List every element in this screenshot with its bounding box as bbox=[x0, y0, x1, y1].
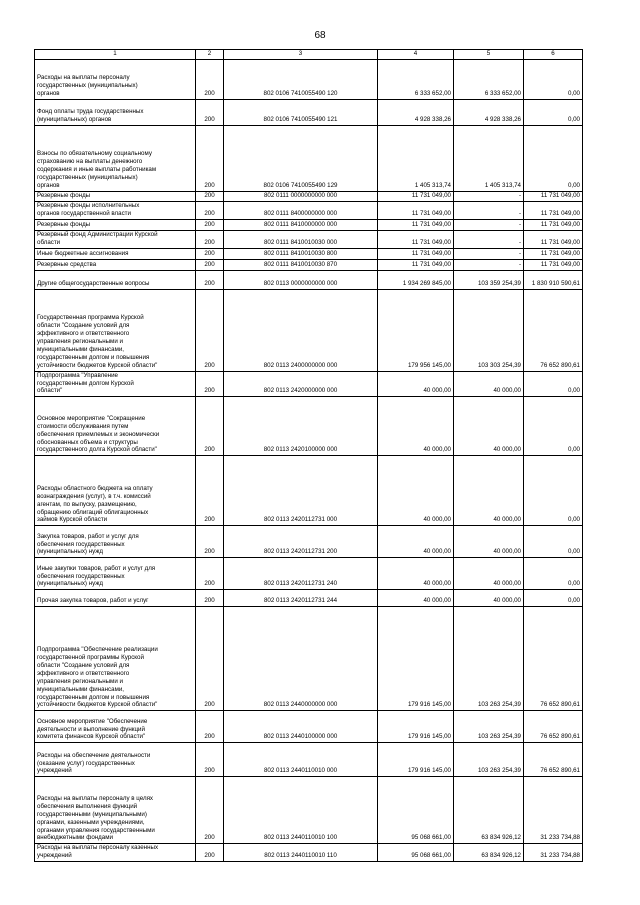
header-cell: 4 bbox=[378, 50, 454, 60]
row-unexecuted-cell: 11 731 049,00 bbox=[524, 248, 583, 259]
table-row bbox=[35, 777, 583, 844]
row-name-cell: Расходы на обеспечение деятельности (оказание услуг) государственных учреждений bbox=[35, 743, 196, 777]
header-cell: 5 bbox=[454, 50, 524, 60]
row-approved-cell: 11 731 049,00 bbox=[378, 248, 454, 259]
row-executed-cell: 40 000,00 bbox=[454, 456, 524, 526]
row-code-cell: 802 0113 2400000000 000 bbox=[224, 289, 378, 371]
table-row bbox=[35, 526, 583, 558]
row-grbs-cell: 200 bbox=[196, 202, 224, 220]
row-executed-cell: 40 000,00 bbox=[454, 558, 524, 590]
row-executed-cell: 103 359 254,39 bbox=[454, 270, 524, 289]
row-code-cell: 802 0113 2440000000 000 bbox=[224, 607, 378, 711]
row-approved-cell: 40 000,00 bbox=[378, 397, 454, 456]
row-approved-cell: 95 068 661,00 bbox=[378, 777, 454, 844]
row-grbs-cell: 200 bbox=[196, 743, 224, 777]
row-executed-cell: 40 000,00 bbox=[454, 526, 524, 558]
row-unexecuted-cell: 0,00 bbox=[524, 456, 583, 526]
row-approved-cell: 11 731 049,00 bbox=[378, 230, 454, 248]
row-code-cell: 802 0106 7410055490 120 bbox=[224, 60, 378, 100]
table-row bbox=[35, 456, 583, 526]
row-code-cell: 802 0113 2440110010 100 bbox=[224, 777, 378, 844]
row-grbs-cell: 200 bbox=[196, 259, 224, 270]
table-row bbox=[35, 558, 583, 590]
row-code-cell: 802 0111 8400000000 000 bbox=[224, 202, 378, 220]
table-row bbox=[35, 844, 583, 862]
row-code-cell: 802 0113 2420112731 240 bbox=[224, 558, 378, 590]
table-row bbox=[35, 607, 583, 711]
row-unexecuted-cell: 76 652 890,61 bbox=[524, 607, 583, 711]
row-executed-cell: 103 303 254,39 bbox=[454, 289, 524, 371]
row-unexecuted-cell: 0,00 bbox=[524, 126, 583, 192]
row-grbs-cell: 200 bbox=[196, 230, 224, 248]
row-unexecuted-cell: 11 731 049,00 bbox=[524, 259, 583, 270]
row-code-cell: 802 0113 0000000000 000 bbox=[224, 270, 378, 289]
table-row bbox=[35, 259, 583, 270]
row-grbs-cell: 200 bbox=[196, 60, 224, 100]
row-approved-cell: 4 928 338,26 bbox=[378, 100, 454, 126]
row-executed-cell: - bbox=[454, 219, 524, 230]
row-executed-cell: 40 000,00 bbox=[454, 590, 524, 607]
row-unexecuted-cell: 11 731 049,00 bbox=[524, 230, 583, 248]
row-approved-cell: 179 916 145,00 bbox=[378, 711, 454, 743]
row-unexecuted-cell: 76 652 890,61 bbox=[524, 711, 583, 743]
row-name-cell: Расходы на выплаты персоналу в целях обеспечения выполнения функций государственными (муниципальными) органами, казенными учреждениями, органами управления государственными внебюджетными фондами bbox=[35, 777, 196, 844]
row-code-cell: 802 0113 2440110010 110 bbox=[224, 844, 378, 862]
row-name-cell: Прочая закупка товаров, работ и услуг bbox=[35, 590, 196, 607]
row-executed-cell: 103 263 254,39 bbox=[454, 711, 524, 743]
row-executed-cell: - bbox=[454, 248, 524, 259]
row-approved-cell: 40 000,00 bbox=[378, 371, 454, 397]
row-executed-cell: - bbox=[454, 259, 524, 270]
row-grbs-cell: 200 bbox=[196, 219, 224, 230]
row-name-cell: Подпрограмма "Обеспечение реализации государственной программы Курской области "Создание условий для эффективного и ответственного управления региональными и муниципальными финансами, государственным долгом и повышения устойчивости бюджетов Курской области" bbox=[35, 607, 196, 711]
row-code-cell: 802 0113 2440100000 000 bbox=[224, 711, 378, 743]
row-executed-cell: - bbox=[454, 202, 524, 220]
row-unexecuted-cell: 11 731 049,00 bbox=[524, 219, 583, 230]
row-executed-cell: 63 834 926,12 bbox=[454, 777, 524, 844]
row-unexecuted-cell: 31 233 734,88 bbox=[524, 777, 583, 844]
row-grbs-cell: 200 bbox=[196, 558, 224, 590]
row-approved-cell: 40 000,00 bbox=[378, 558, 454, 590]
row-grbs-cell: 200 bbox=[196, 607, 224, 711]
row-grbs-cell: 200 bbox=[196, 456, 224, 526]
row-unexecuted-cell: 76 652 890,61 bbox=[524, 743, 583, 777]
row-name-cell: Основное мероприятие "Обеспечение деятельности и выполнение функций комитета финансов Курской области" bbox=[35, 711, 196, 743]
row-code-cell: 802 0113 2440110010 000 bbox=[224, 743, 378, 777]
row-code-cell: 802 0106 7410055490 121 bbox=[224, 100, 378, 126]
table-row bbox=[35, 230, 583, 248]
row-executed-cell: 6 333 652,00 bbox=[454, 60, 524, 100]
row-code-cell: 802 0113 2420000000 000 bbox=[224, 371, 378, 397]
header-cell: 2 bbox=[196, 50, 224, 60]
row-name-cell: Расходы областного бюджета на оплату вознаграждения (услуг), в т.ч. комиссий агентам, по выпуску, размещению, обращению облигаций облигационных займов Курской области bbox=[35, 456, 196, 526]
row-approved-cell: 11 731 049,00 bbox=[378, 219, 454, 230]
row-executed-cell: - bbox=[454, 192, 524, 202]
row-approved-cell: 1 405 313,74 bbox=[378, 126, 454, 192]
table-row bbox=[35, 397, 583, 456]
row-grbs-cell: 200 bbox=[196, 526, 224, 558]
row-approved-cell: 179 956 145,00 bbox=[378, 289, 454, 371]
row-name-cell: Иные бюджетные ассигнования bbox=[35, 248, 196, 259]
row-approved-cell: 11 731 049,00 bbox=[378, 192, 454, 202]
row-approved-cell: 1 934 269 845,00 bbox=[378, 270, 454, 289]
row-name-cell: Расходы на выплаты персоналу казенных учреждений bbox=[35, 844, 196, 862]
table-row bbox=[35, 248, 583, 259]
row-grbs-cell: 200 bbox=[196, 777, 224, 844]
row-unexecuted-cell: 0,00 bbox=[524, 590, 583, 607]
row-code-cell: 802 0111 8410010030 870 bbox=[224, 259, 378, 270]
table-row bbox=[35, 711, 583, 743]
table-row bbox=[35, 60, 583, 100]
row-approved-cell: 11 731 049,00 bbox=[378, 259, 454, 270]
header-cell: 3 bbox=[224, 50, 378, 60]
row-executed-cell: 103 263 254,39 bbox=[454, 607, 524, 711]
row-name-cell: Фонд оплаты труда государственных (муниципальных) органов bbox=[35, 100, 196, 126]
row-unexecuted-cell: 0,00 bbox=[524, 558, 583, 590]
page-number: 68 bbox=[314, 30, 326, 41]
row-code-cell: 802 0113 2420100000 000 bbox=[224, 397, 378, 456]
row-code-cell: 802 0111 8410000000 000 bbox=[224, 219, 378, 230]
table-row bbox=[35, 202, 583, 220]
row-approved-cell: 179 916 145,00 bbox=[378, 743, 454, 777]
row-name-cell: Резервные средства bbox=[35, 259, 196, 270]
row-executed-cell: 103 263 254,39 bbox=[454, 743, 524, 777]
row-grbs-cell: 200 bbox=[196, 844, 224, 862]
column-number-header-row bbox=[35, 50, 583, 60]
table-row bbox=[35, 743, 583, 777]
row-executed-cell: - bbox=[454, 230, 524, 248]
row-name-cell: Взносы по обязательному социальному страхованию на выплаты денежного содержания и иные выплаты работникам государственных (муниципальных) органов bbox=[35, 126, 196, 192]
table-row bbox=[35, 126, 583, 192]
row-unexecuted-cell: 31 233 734,88 bbox=[524, 844, 583, 862]
row-code-cell: 802 0106 7410055490 129 bbox=[224, 126, 378, 192]
row-name-cell: Подпрограмма "Управление государственным долгом Курской области" bbox=[35, 371, 196, 397]
row-code-cell: 802 0111 0000000000 000 bbox=[224, 192, 378, 202]
header-cell: 6 bbox=[524, 50, 583, 60]
row-unexecuted-cell: 0,00 bbox=[524, 100, 583, 126]
row-unexecuted-cell: 1 830 910 590,61 bbox=[524, 270, 583, 289]
row-unexecuted-cell: 11 731 049,00 bbox=[524, 192, 583, 202]
row-unexecuted-cell: 0,00 bbox=[524, 397, 583, 456]
row-name-cell: Расходы на выплаты персоналу государственных (муниципальных) органов bbox=[35, 60, 196, 100]
row-code-cell: 802 0111 8410010030 800 bbox=[224, 248, 378, 259]
row-code-cell: 802 0113 2420112731 200 bbox=[224, 526, 378, 558]
table-row bbox=[35, 289, 583, 371]
row-approved-cell: 40 000,00 bbox=[378, 526, 454, 558]
row-grbs-cell: 200 bbox=[196, 248, 224, 259]
row-executed-cell: 63 834 926,12 bbox=[454, 844, 524, 862]
row-name-cell: Резервные фонды bbox=[35, 219, 196, 230]
row-executed-cell: 4 928 338,26 bbox=[454, 100, 524, 126]
row-grbs-cell: 200 bbox=[196, 270, 224, 289]
table-row bbox=[35, 371, 583, 397]
row-code-cell: 802 0113 2420112731 000 bbox=[224, 456, 378, 526]
row-approved-cell: 6 333 652,00 bbox=[378, 60, 454, 100]
row-name-cell: Резервные фонды исполнительных органов государственной власти bbox=[35, 202, 196, 220]
row-executed-cell: 40 000,00 bbox=[454, 371, 524, 397]
row-approved-cell: 179 916 145,00 bbox=[378, 607, 454, 711]
row-name-cell: Другие общегосударственные вопросы bbox=[35, 270, 196, 289]
table-row bbox=[35, 219, 583, 230]
row-code-cell: 802 0111 8410010030 000 bbox=[224, 230, 378, 248]
row-grbs-cell: 200 bbox=[196, 192, 224, 202]
row-name-cell: Закупка товаров, работ и услуг для обеспечения государственных (муниципальных) нужд bbox=[35, 526, 196, 558]
row-name-cell: Резервные фонды bbox=[35, 192, 196, 202]
row-grbs-cell: 200 bbox=[196, 371, 224, 397]
row-executed-cell: 1 405 313,74 bbox=[454, 126, 524, 192]
row-grbs-cell: 200 bbox=[196, 100, 224, 126]
table-row bbox=[35, 100, 583, 126]
row-unexecuted-cell: 0,00 bbox=[524, 371, 583, 397]
row-grbs-cell: 200 bbox=[196, 289, 224, 371]
budget-execution-table bbox=[34, 49, 583, 862]
row-approved-cell: 40 000,00 bbox=[378, 590, 454, 607]
row-approved-cell: 40 000,00 bbox=[378, 456, 454, 526]
row-name-cell: Основное мероприятие "Сокращение стоимости обслуживания путем обеспечения приемлемых и экономически обоснованных объема и структуры государственного долга Курской области" bbox=[35, 397, 196, 456]
row-name-cell: Государственная программа Курской области "Создание условий для эффективного и ответственного управления региональными и муниципальными финансами, государственным долгом и повышения устойчивости бюджетов Курской области" bbox=[35, 289, 196, 371]
row-unexecuted-cell: 11 731 049,00 bbox=[524, 202, 583, 220]
row-grbs-cell: 200 bbox=[196, 126, 224, 192]
row-approved-cell: 11 731 049,00 bbox=[378, 202, 454, 220]
row-code-cell: 802 0113 2420112731 244 bbox=[224, 590, 378, 607]
row-unexecuted-cell: 76 652 890,61 bbox=[524, 289, 583, 371]
row-executed-cell: 40 000,00 bbox=[454, 397, 524, 456]
row-grbs-cell: 200 bbox=[196, 397, 224, 456]
row-grbs-cell: 200 bbox=[196, 590, 224, 607]
row-unexecuted-cell: 0,00 bbox=[524, 60, 583, 100]
row-grbs-cell: 200 bbox=[196, 711, 224, 743]
table-row bbox=[35, 192, 583, 202]
header-cell: 1 bbox=[35, 50, 196, 60]
table-row bbox=[35, 270, 583, 289]
row-name-cell: Резервный фонд Администрации Курской области bbox=[35, 230, 196, 248]
table-row bbox=[35, 590, 583, 607]
row-unexecuted-cell: 0,00 bbox=[524, 526, 583, 558]
row-name-cell: Иные закупки товаров, работ и услуг для обеспечения государственных (муниципальных) нужд bbox=[35, 558, 196, 590]
row-approved-cell: 95 068 661,00 bbox=[378, 844, 454, 862]
